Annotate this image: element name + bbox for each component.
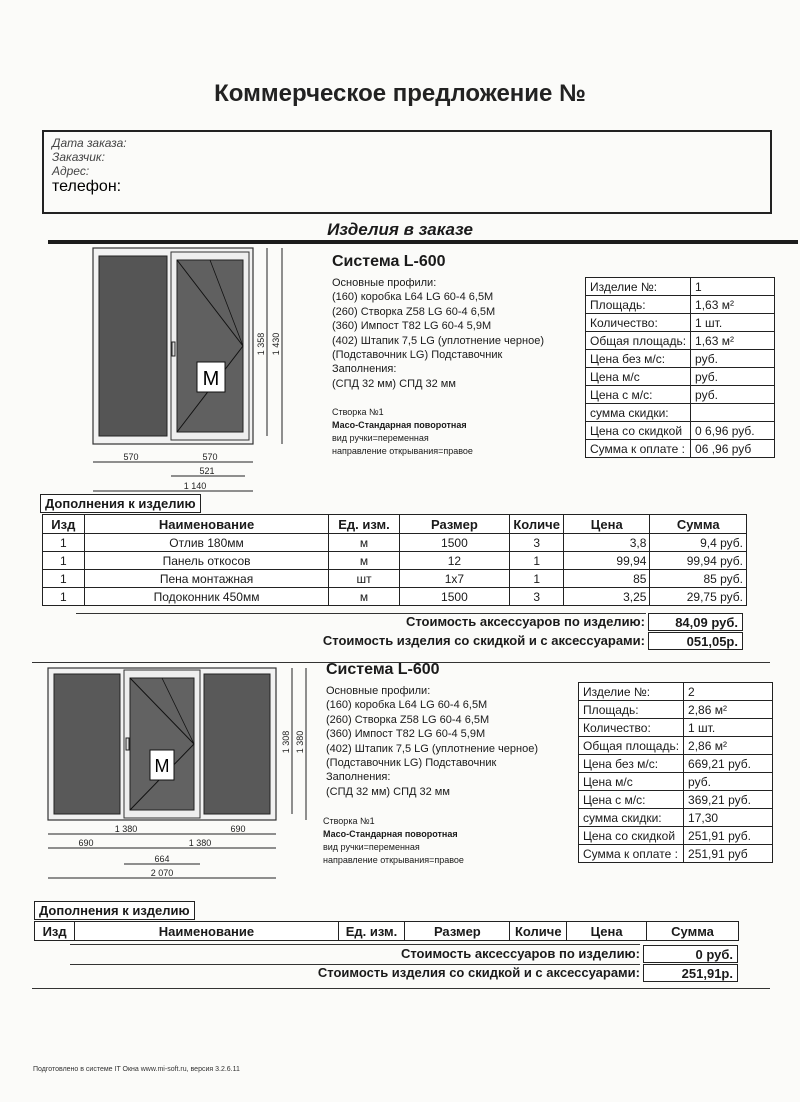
cell-name: Подоконник 450мм xyxy=(84,588,329,606)
cell-qty: 3 xyxy=(510,588,564,606)
prop-label: сумма скидки: xyxy=(579,809,684,827)
cell-unit: м xyxy=(329,534,399,552)
props-row xyxy=(586,314,775,332)
profile-line: (260) Створка Z58 LG 60-4 6,5M xyxy=(326,713,490,726)
fills-line: (СПД 32 мм) СПД 32 мм xyxy=(326,785,450,798)
props-row xyxy=(586,350,775,368)
prop-value: 2,86 м² xyxy=(684,737,773,755)
cell-name: Панель откосов xyxy=(84,552,329,570)
cell-size: 1500 xyxy=(399,588,510,606)
sash-marker-1: M xyxy=(202,368,220,390)
dim-w-top-left-2: 1 380 xyxy=(114,824,138,834)
sash-marker-2: M xyxy=(154,756,170,776)
prop-label: Общая площадь: xyxy=(586,332,691,350)
dim-w-left-1: 570 xyxy=(123,452,139,462)
profile-line: (Подставочник LG) Подставочник xyxy=(326,757,497,770)
sash-handle: вид ручки=переменная xyxy=(332,433,429,443)
prop-value: 251,91 руб xyxy=(684,845,773,863)
props-row xyxy=(579,755,773,773)
col-size: Размер xyxy=(399,515,510,534)
cell-item: 1 xyxy=(43,588,85,606)
end-divider xyxy=(32,988,770,989)
prop-label: Количество: xyxy=(586,314,691,332)
props-row xyxy=(579,845,773,863)
prop-value: 369,21 руб. xyxy=(684,791,773,809)
order-info-box xyxy=(42,130,772,214)
sash-spec-1 xyxy=(332,406,473,458)
prop-label: Цена с м/с: xyxy=(579,791,684,809)
prop-label: Сумма к оплате : xyxy=(586,440,691,458)
dim-height-inner-1: 1 358 xyxy=(256,332,266,356)
prop-label: Изделие №: xyxy=(586,278,691,296)
props-row xyxy=(586,404,775,422)
dim-w-mid-2: 1 380 xyxy=(188,838,212,848)
profile-line: (260) Створка Z58 LG 60-4 6,5M xyxy=(332,305,496,318)
total-label-1: Стоимость изделия со скидкой и с аксессуарами: xyxy=(322,633,645,648)
cell-qty: 1 xyxy=(510,570,564,588)
additions-label-1: Дополнения к изделию xyxy=(40,494,201,513)
dim-height-outer-1: 1 430 xyxy=(271,332,281,356)
prop-value: 17,30 xyxy=(684,809,773,827)
order-date-label: Дата заказа: xyxy=(52,136,127,150)
props-row xyxy=(579,737,773,755)
totals-divider-2 xyxy=(70,944,640,945)
table-row xyxy=(43,588,747,606)
props-row xyxy=(579,701,773,719)
sash-handle: вид ручки=переменная xyxy=(323,842,420,852)
sash-title: Створка №1 xyxy=(332,407,384,417)
col-qty: Количе xyxy=(510,922,567,941)
total-value-1: 051,05р. xyxy=(648,632,743,650)
dim-w-left-2: 690 xyxy=(78,838,94,848)
cell-item: 1 xyxy=(43,570,85,588)
profiles-heading: Основные профили: xyxy=(326,685,431,697)
profile-line: (402) Штапик 7,5 LG (уплотнение черное) xyxy=(332,334,544,347)
col-unit: Ед. изм. xyxy=(338,922,405,941)
prop-label: Изделие №: xyxy=(579,683,684,701)
cell-sum: 99,94 руб. xyxy=(650,552,747,570)
cell-sum: 85 руб. xyxy=(650,570,747,588)
footer-note: Подготовлено в системе IT Окна www.mi-soft.ru, версия 3.2.6.11 xyxy=(33,1066,240,1073)
cell-item: 1 xyxy=(43,534,85,552)
system-title-1: Система L-600 xyxy=(332,253,446,270)
prop-label: Цена со скидкой xyxy=(579,827,684,845)
props-row xyxy=(586,440,775,458)
col-item: Изд xyxy=(35,922,75,941)
col-unit: Ед. изм. xyxy=(329,515,399,534)
table-row xyxy=(43,552,747,570)
page-title: Коммерческое предложение № xyxy=(214,80,586,107)
prop-label: Сумма к оплате : xyxy=(579,845,684,863)
cell-price: 99,94 xyxy=(564,552,650,570)
cell-size: 1500 xyxy=(399,534,510,552)
props-row xyxy=(586,422,775,440)
cell-sum: 29,75 руб. xyxy=(650,588,747,606)
prop-value xyxy=(691,404,775,422)
cell-size: 1x7 xyxy=(399,570,510,588)
prop-value: 1,63 м² xyxy=(691,296,775,314)
props-row xyxy=(586,386,775,404)
prop-value: 1 xyxy=(691,278,775,296)
total-value-2: 251,91р. xyxy=(643,964,738,982)
col-name: Наименование xyxy=(84,515,329,534)
product-props-table-2 xyxy=(578,682,773,863)
cell-qty: 1 xyxy=(510,552,564,570)
prop-label: Цена м/с xyxy=(586,368,691,386)
sash-direction: направление открывания=правое xyxy=(323,855,464,865)
props-row xyxy=(579,809,773,827)
dim-w-total-2: 2 070 xyxy=(150,868,174,878)
cell-unit: шт xyxy=(329,570,399,588)
cell-qty: 3 xyxy=(510,534,564,552)
prop-value: 0 6,96 руб. xyxy=(691,422,775,440)
prop-value: 2 xyxy=(684,683,773,701)
dim-w-sash-1: 521 xyxy=(199,466,215,476)
system-title-2: Система L-600 xyxy=(326,661,440,678)
prop-value: руб. xyxy=(691,368,775,386)
props-row xyxy=(586,332,775,350)
col-size: Размер xyxy=(405,922,510,941)
props-row xyxy=(579,827,773,845)
sash-spec-2 xyxy=(323,815,464,867)
profile-line: (160) коробка L64 LG 60-4 6,5M xyxy=(332,291,494,304)
additions-table-1 xyxy=(42,514,747,606)
prop-value: руб. xyxy=(684,773,773,791)
prop-label: Площадь: xyxy=(586,296,691,314)
window-drawing-1 xyxy=(85,244,300,494)
prop-label: Цена со скидкой xyxy=(586,422,691,440)
section-title: Изделия в заказе xyxy=(327,220,473,239)
props-row xyxy=(579,683,773,701)
cell-sum: 9,4 руб. xyxy=(650,534,747,552)
sash-direction: направление открывания=правое xyxy=(332,446,473,456)
prop-value: 2,86 м² xyxy=(684,701,773,719)
props-row xyxy=(586,368,775,386)
prop-value: руб. xyxy=(691,386,775,404)
prop-value: 251,91 руб. xyxy=(684,827,773,845)
dim-w-right-1: 570 xyxy=(202,452,218,462)
additions-label-2: Дополнения к изделию xyxy=(34,901,195,920)
props-row xyxy=(579,719,773,737)
prop-label: сумма скидки: xyxy=(586,404,691,422)
profile-line: (360) Импост T82 LG 60-4 5,9M xyxy=(326,728,486,741)
cell-size: 12 xyxy=(399,552,510,570)
cell-price: 85 xyxy=(564,570,650,588)
dim-w-total-1: 1 140 xyxy=(183,481,207,491)
prop-label: Цена с м/с: xyxy=(586,386,691,404)
props-row xyxy=(586,278,775,296)
col-qty: Количе xyxy=(510,515,564,534)
total-label-2: Стоимость изделия со скидкой и с аксессуарами: xyxy=(317,965,640,980)
col-price: Цена xyxy=(567,922,647,941)
order-phone-label: телефон: xyxy=(52,178,122,195)
prop-value: 1 шт. xyxy=(691,314,775,332)
order-address-label: Адрес: xyxy=(52,164,90,178)
cell-name: Отлив 180мм xyxy=(84,534,329,552)
accessories-label-1: Стоимость аксессуаров по изделию: xyxy=(405,614,645,629)
profiles-spec-2 xyxy=(326,684,538,799)
props-row xyxy=(579,791,773,809)
profiles-spec-1 xyxy=(332,276,544,391)
prop-value: 669,21 руб. xyxy=(684,755,773,773)
col-sum: Сумма xyxy=(650,515,747,534)
prop-value: 1,63 м² xyxy=(691,332,775,350)
accessories-value-2: 0 руб. xyxy=(643,945,738,963)
sash-fitting: Масо-Стандарная поворотная xyxy=(332,420,467,430)
product-props-table-1 xyxy=(585,277,775,458)
dim-height-inner-2: 1 308 xyxy=(281,730,291,754)
profile-line: (Подставочник LG) Подставочник xyxy=(332,349,503,362)
prop-label: Цена м/с xyxy=(579,773,684,791)
cell-name: Пена монтажная xyxy=(84,570,329,588)
accessories-label-2: Стоимость аксессуаров по изделию: xyxy=(400,946,640,961)
prop-value: руб. xyxy=(691,350,775,368)
sash-fitting: Масо-Стандарная поворотная xyxy=(323,829,458,839)
cell-price: 3,25 xyxy=(564,588,650,606)
props-row xyxy=(586,296,775,314)
fills-heading: Заполнения: xyxy=(326,771,391,784)
fills-line: (СПД 32 мм) СПД 32 мм xyxy=(332,377,456,390)
col-name: Наименование xyxy=(75,922,338,941)
table-row xyxy=(43,534,747,552)
sash-title: Створка №1 xyxy=(323,816,375,826)
totals-divider-2b xyxy=(70,964,640,965)
prop-label: Площадь: xyxy=(579,701,684,719)
dim-w-sash-2: 664 xyxy=(154,854,170,864)
profile-line: (360) Импост T82 LG 60-4 5,9M xyxy=(332,320,492,333)
cell-item: 1 xyxy=(43,552,85,570)
additions-table-2 xyxy=(34,921,739,941)
profile-line: (160) коробка L64 LG 60-4 6,5M xyxy=(326,699,488,712)
cell-unit: м xyxy=(329,588,399,606)
prop-label: Количество: xyxy=(579,719,684,737)
fills-heading: Заполнения: xyxy=(332,363,397,376)
window-drawing-2 xyxy=(40,664,315,884)
col-sum: Сумма xyxy=(647,922,739,941)
prop-value: 06 ,96 руб xyxy=(691,440,775,458)
cell-price: 3,8 xyxy=(564,534,650,552)
profiles-heading: Основные профили: xyxy=(332,277,437,289)
order-customer-label: Заказчик: xyxy=(52,150,105,164)
profile-line: (402) Штапик 7,5 LG (уплотнение черное) xyxy=(326,742,538,755)
cell-unit: м xyxy=(329,552,399,570)
props-row xyxy=(579,773,773,791)
dim-height-outer-2: 1 380 xyxy=(295,730,305,754)
col-price: Цена xyxy=(564,515,650,534)
col-item: Изд xyxy=(43,515,85,534)
prop-label: Общая площадь: xyxy=(579,737,684,755)
prop-label: Цена без м/с: xyxy=(579,755,684,773)
prop-label: Цена без м/с: xyxy=(586,350,691,368)
dim-w-top-right-2: 690 xyxy=(230,824,246,834)
accessories-value-1: 84,09 руб. xyxy=(648,613,743,631)
prop-value: 1 шт. xyxy=(684,719,773,737)
table-row xyxy=(43,570,747,588)
